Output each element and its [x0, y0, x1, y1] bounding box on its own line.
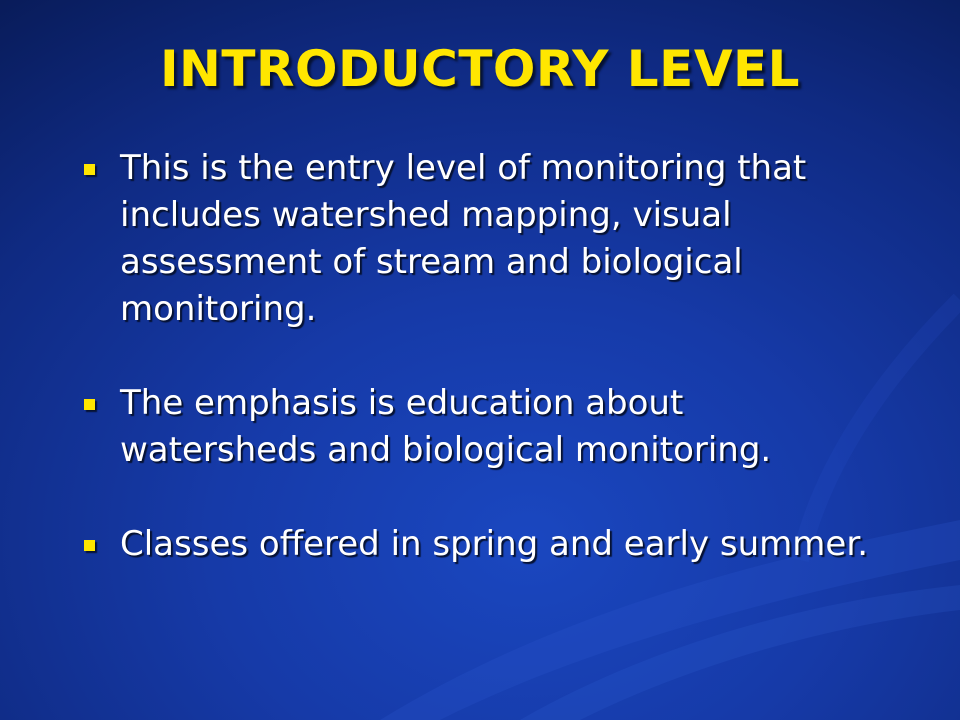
bullet-text: The emphasis is education about watersheds and biological monitoring.	[120, 383, 772, 470]
bullet-item	[82, 521, 882, 568]
square-bullet-icon	[84, 399, 95, 410]
square-bullet-icon	[84, 540, 95, 551]
slide-title: INTRODUCTORY LEVEL	[159, 40, 801, 98]
bullet-text: Classes offered in spring and early summer.	[120, 524, 868, 564]
square-bullet-icon	[84, 164, 95, 175]
bullet-text: This is the entry level of monitoring that includes watershed mapping, visual assessment of stream and biological monitoring.	[120, 148, 807, 329]
bullet-item	[82, 145, 882, 333]
bullet-list	[82, 145, 882, 568]
bullet-item	[82, 380, 882, 474]
